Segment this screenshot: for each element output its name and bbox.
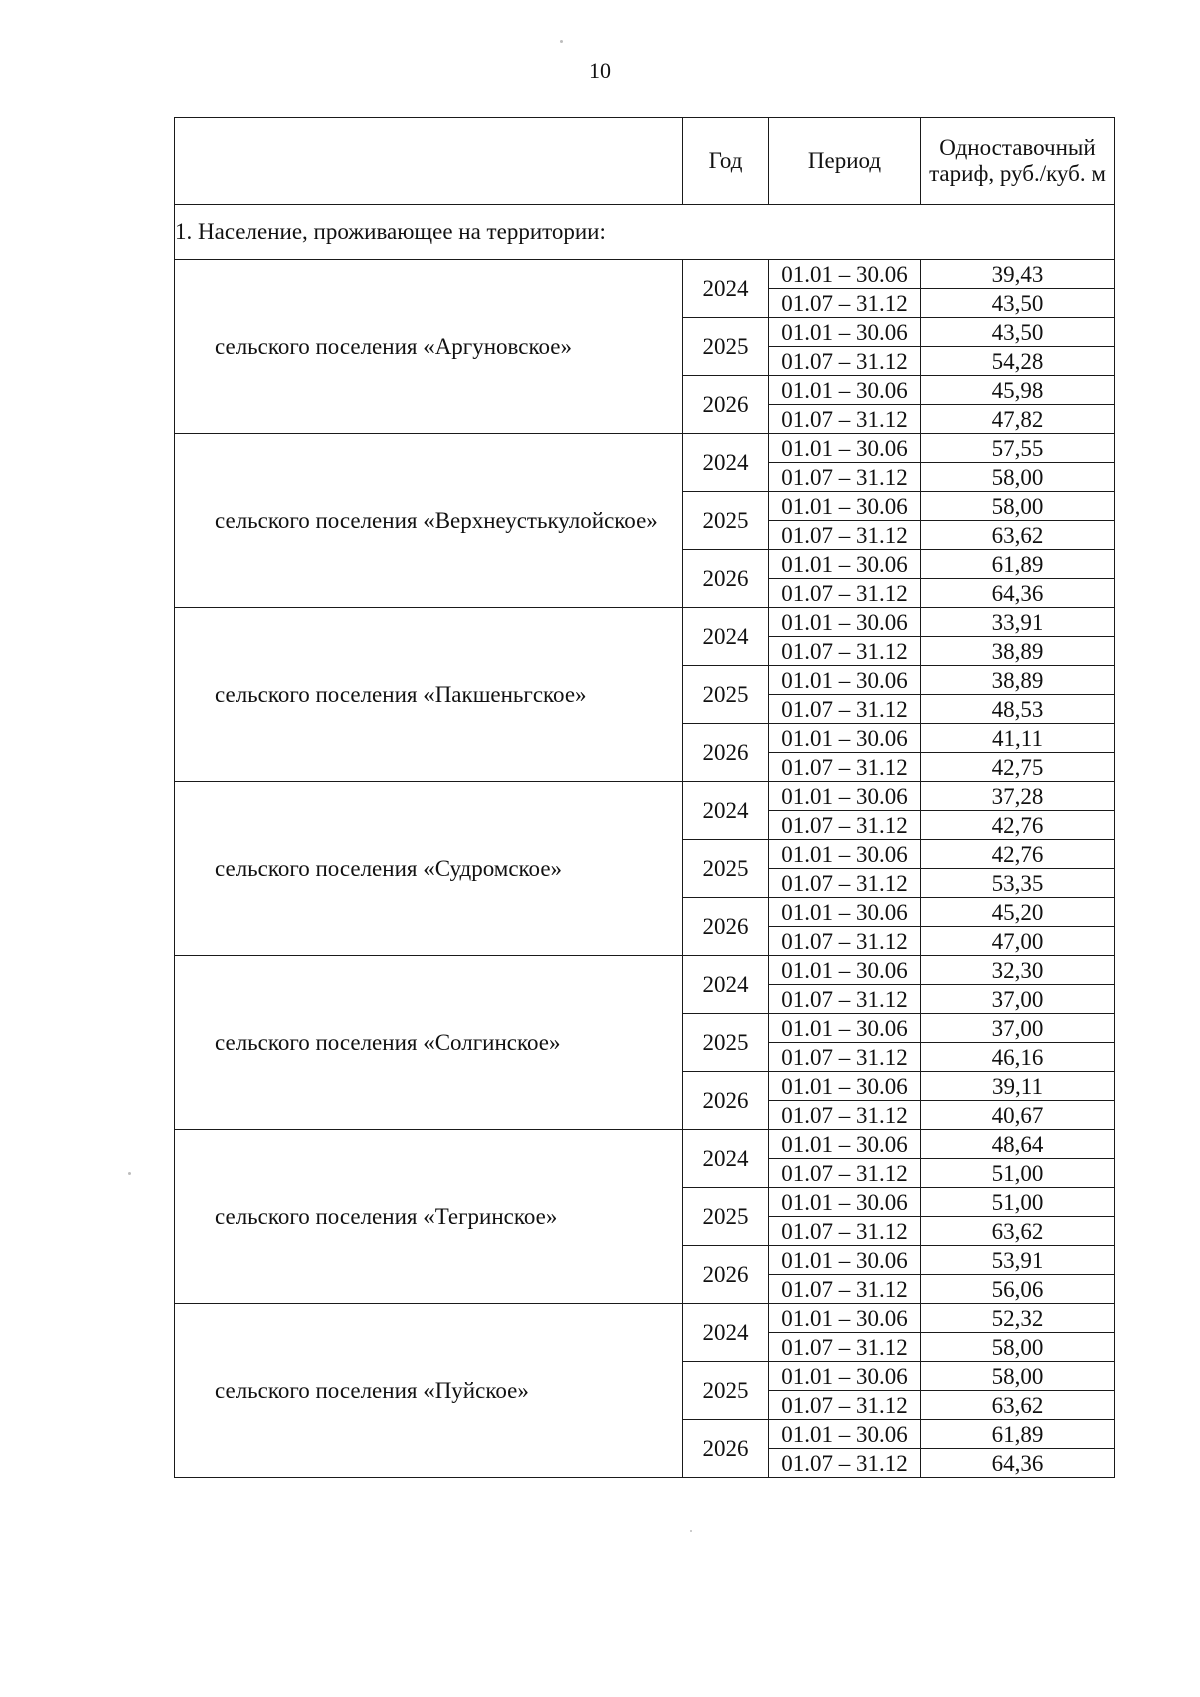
- tariff-cell: 33,91: [921, 608, 1115, 637]
- period-cell: 01.07 – 31.12: [769, 1333, 921, 1362]
- period-cell: 01.07 – 31.12: [769, 811, 921, 840]
- period-cell: 01.01 – 30.06: [769, 898, 921, 927]
- year-cell: 2026: [683, 1072, 769, 1130]
- year-cell: 2025: [683, 1014, 769, 1072]
- tariff-cell: 54,28: [921, 347, 1115, 376]
- period-cell: 01.07 – 31.12: [769, 1217, 921, 1246]
- period-cell: 01.07 – 31.12: [769, 985, 921, 1014]
- tariff-cell: 58,00: [921, 1333, 1115, 1362]
- period-cell: 01.01 – 30.06: [769, 1420, 921, 1449]
- table-row: [175, 260, 1115, 289]
- year-cell: 2025: [683, 1362, 769, 1420]
- period-cell: 01.01 – 30.06: [769, 1014, 921, 1043]
- settlement-name: сельского поселения «Аргуновское»: [175, 260, 683, 434]
- settlement-name: сельского поселения «Судромское»: [175, 782, 683, 956]
- period-cell: 01.01 – 30.06: [769, 608, 921, 637]
- period-cell: 01.01 – 30.06: [769, 1362, 921, 1391]
- period-cell: 01.07 – 31.12: [769, 1391, 921, 1420]
- year-cell: 2024: [683, 608, 769, 666]
- period-cell: 01.01 – 30.06: [769, 550, 921, 579]
- tariff-cell: 38,89: [921, 666, 1115, 695]
- tariff-cell: 47,82: [921, 405, 1115, 434]
- year-cell: 2024: [683, 260, 769, 318]
- tariff-cell: 42,76: [921, 840, 1115, 869]
- year-cell: 2025: [683, 1188, 769, 1246]
- settlement-name: сельского поселения «Верхнеустькулойское»: [175, 434, 683, 608]
- period-cell: 01.07 – 31.12: [769, 1043, 921, 1072]
- period-cell: 01.01 – 30.06: [769, 956, 921, 985]
- header-name: [175, 118, 683, 205]
- period-cell: 01.01 – 30.06: [769, 434, 921, 463]
- year-cell: 2025: [683, 666, 769, 724]
- period-cell: 01.07 – 31.12: [769, 463, 921, 492]
- section-title: 1. Население, проживающее на территории:: [175, 205, 1115, 260]
- period-cell: 01.07 – 31.12: [769, 521, 921, 550]
- period-cell: 01.01 – 30.06: [769, 1072, 921, 1101]
- scan-speck: [560, 40, 563, 43]
- tariff-cell: 38,89: [921, 637, 1115, 666]
- tariff-cell: 51,00: [921, 1159, 1115, 1188]
- period-cell: 01.01 – 30.06: [769, 1130, 921, 1159]
- year-cell: 2024: [683, 434, 769, 492]
- tariff-cell: 56,06: [921, 1275, 1115, 1304]
- settlement-name: сельского поселения «Тегринское»: [175, 1130, 683, 1304]
- year-cell: 2024: [683, 1304, 769, 1362]
- tariff-cell: 37,28: [921, 782, 1115, 811]
- period-cell: 01.07 – 31.12: [769, 1449, 921, 1478]
- tariff-cell: 61,89: [921, 1420, 1115, 1449]
- tariff-cell: 52,32: [921, 1304, 1115, 1333]
- period-cell: 01.07 – 31.12: [769, 1101, 921, 1130]
- settlement-name: сельского поселения «Пакшеньгское»: [175, 608, 683, 782]
- tariff-cell: 63,62: [921, 1391, 1115, 1420]
- period-cell: 01.01 – 30.06: [769, 840, 921, 869]
- section-row: [175, 205, 1115, 260]
- tariff-cell: 45,98: [921, 376, 1115, 405]
- year-cell: 2025: [683, 492, 769, 550]
- header-tariff: Одноставочный тариф, руб./куб. м: [921, 118, 1115, 205]
- table-row: [175, 956, 1115, 985]
- tariff-cell: 40,67: [921, 1101, 1115, 1130]
- period-cell: 01.07 – 31.12: [769, 347, 921, 376]
- tariff-cell: 53,35: [921, 869, 1115, 898]
- year-cell: 2026: [683, 724, 769, 782]
- table-row: [175, 434, 1115, 463]
- tariff-cell: 63,62: [921, 521, 1115, 550]
- settlement-name: сельского поселения «Солгинское»: [175, 956, 683, 1130]
- tariff-cell: 58,00: [921, 492, 1115, 521]
- tariff-cell: 63,62: [921, 1217, 1115, 1246]
- tariff-cell: 61,89: [921, 550, 1115, 579]
- tariff-cell: 58,00: [921, 463, 1115, 492]
- period-cell: 01.07 – 31.12: [769, 1159, 921, 1188]
- settlement-name: сельского поселения «Пуйское»: [175, 1304, 683, 1478]
- year-cell: 2024: [683, 1130, 769, 1188]
- tariff-cell: 43,50: [921, 318, 1115, 347]
- year-cell: 2026: [683, 1246, 769, 1304]
- tariff-cell: 39,43: [921, 260, 1115, 289]
- period-cell: 01.01 – 30.06: [769, 724, 921, 753]
- tariff-cell: 37,00: [921, 1014, 1115, 1043]
- period-cell: 01.01 – 30.06: [769, 318, 921, 347]
- period-cell: 01.07 – 31.12: [769, 405, 921, 434]
- year-cell: 2024: [683, 782, 769, 840]
- scan-speck: [690, 1530, 692, 1532]
- period-cell: 01.07 – 31.12: [769, 753, 921, 782]
- period-cell: 01.01 – 30.06: [769, 782, 921, 811]
- period-cell: 01.07 – 31.12: [769, 695, 921, 724]
- table-row: [175, 608, 1115, 637]
- period-cell: 01.01 – 30.06: [769, 376, 921, 405]
- tariff-cell: 42,75: [921, 753, 1115, 782]
- year-cell: 2025: [683, 318, 769, 376]
- tariff-cell: 53,91: [921, 1246, 1115, 1275]
- year-cell: 2026: [683, 1420, 769, 1478]
- period-cell: 01.07 – 31.12: [769, 579, 921, 608]
- period-cell: 01.01 – 30.06: [769, 1246, 921, 1275]
- header-period: Период: [769, 118, 921, 205]
- tariff-cell: 47,00: [921, 927, 1115, 956]
- tariff-cell: 45,20: [921, 898, 1115, 927]
- tariff-cell: 48,53: [921, 695, 1115, 724]
- table-row: [175, 782, 1115, 811]
- year-cell: 2025: [683, 840, 769, 898]
- table-header-row: [175, 118, 1115, 205]
- tariff-table: [174, 117, 1115, 1478]
- page-number: 10: [589, 58, 611, 83]
- period-cell: 01.07 – 31.12: [769, 289, 921, 318]
- year-cell: 2024: [683, 956, 769, 1014]
- tariff-cell: 43,50: [921, 289, 1115, 318]
- tariff-cell: 58,00: [921, 1362, 1115, 1391]
- tariff-cell: 48,64: [921, 1130, 1115, 1159]
- tariff-cell: 41,11: [921, 724, 1115, 753]
- tariff-cell: 64,36: [921, 579, 1115, 608]
- period-cell: 01.07 – 31.12: [769, 1275, 921, 1304]
- tariff-cell: 37,00: [921, 985, 1115, 1014]
- header-year: Год: [683, 118, 769, 205]
- tariff-cell: 39,11: [921, 1072, 1115, 1101]
- period-cell: 01.07 – 31.12: [769, 869, 921, 898]
- table-row: [175, 1130, 1115, 1159]
- period-cell: 01.01 – 30.06: [769, 666, 921, 695]
- tariff-cell: 64,36: [921, 1449, 1115, 1478]
- period-cell: 01.01 – 30.06: [769, 492, 921, 521]
- year-cell: 2026: [683, 898, 769, 956]
- tariff-cell: 46,16: [921, 1043, 1115, 1072]
- period-cell: 01.01 – 30.06: [769, 1188, 921, 1217]
- period-cell: 01.07 – 31.12: [769, 927, 921, 956]
- scan-speck: [128, 1172, 131, 1175]
- table-row: [175, 1304, 1115, 1333]
- period-cell: 01.01 – 30.06: [769, 1304, 921, 1333]
- tariff-cell: 42,76: [921, 811, 1115, 840]
- tariff-cell: 57,55: [921, 434, 1115, 463]
- period-cell: 01.07 – 31.12: [769, 637, 921, 666]
- tariff-cell: 51,00: [921, 1188, 1115, 1217]
- tariff-cell: 32,30: [921, 956, 1115, 985]
- year-cell: 2026: [683, 550, 769, 608]
- year-cell: 2026: [683, 376, 769, 434]
- period-cell: 01.01 – 30.06: [769, 260, 921, 289]
